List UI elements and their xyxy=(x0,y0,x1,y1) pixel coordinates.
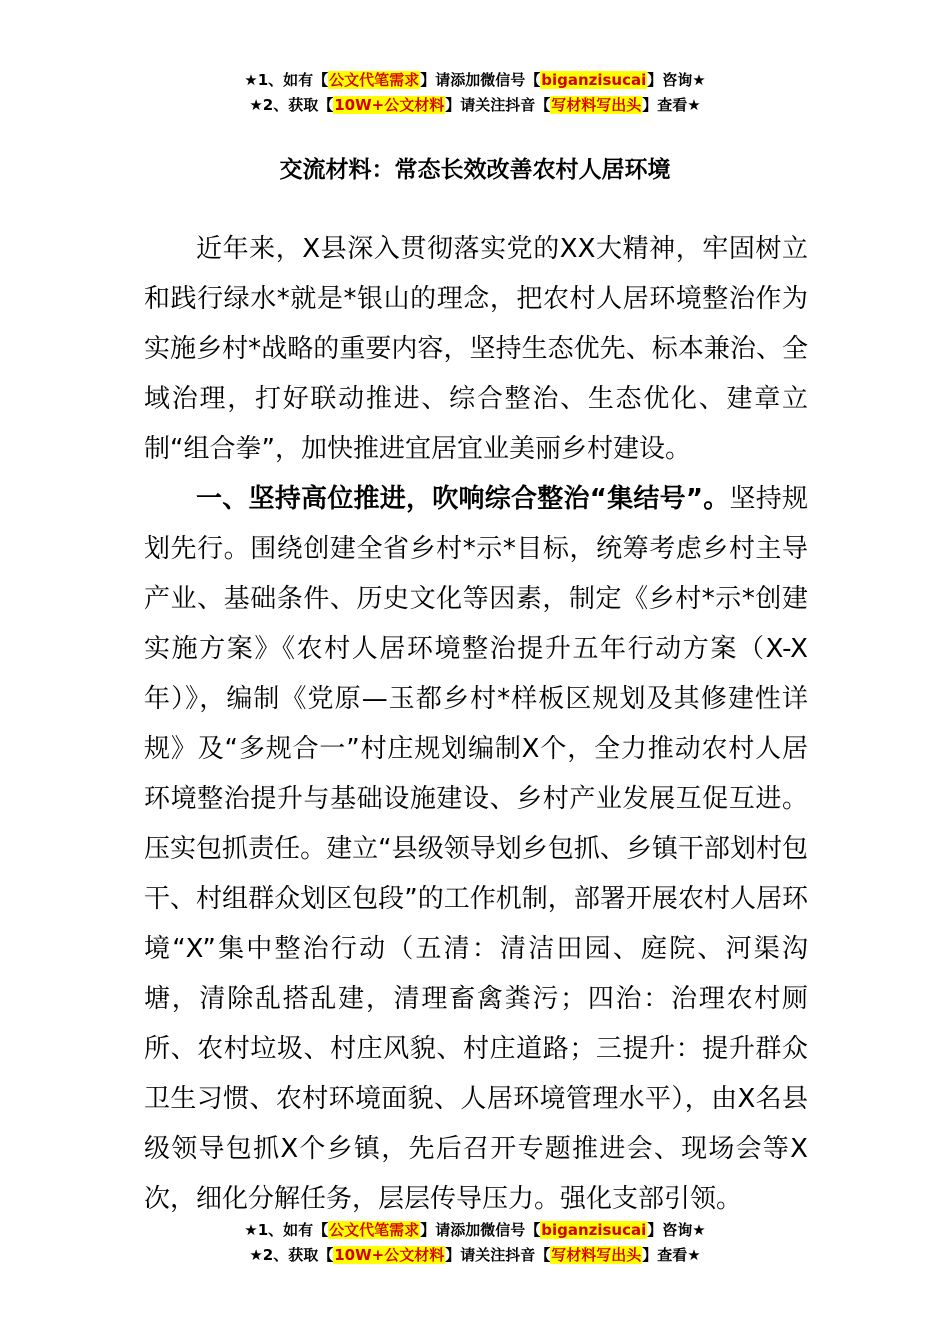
banner-text: 】请关注抖音【 xyxy=(445,1246,551,1264)
banner-line-1 xyxy=(0,1218,950,1243)
banner-text: 】请添加微信号【 xyxy=(420,1221,541,1239)
highlight-wechat-id: biganzisucai xyxy=(541,71,647,89)
banner-text: 】请关注抖音【 xyxy=(445,96,551,114)
banner-text: 】咨询★ xyxy=(647,1221,706,1239)
banner-text: 】查看★ xyxy=(642,96,701,114)
highlight-service: 公文代笔需求 xyxy=(329,71,420,89)
document-body xyxy=(144,224,808,1224)
highlight-douyin-account: 写材料写出头 xyxy=(551,96,642,114)
highlight-service: 公文代笔需求 xyxy=(329,1221,420,1239)
banner-text: 】咨询★ xyxy=(647,71,706,89)
banner-text: ★1、如有【 xyxy=(244,1221,329,1239)
banner-line-2 xyxy=(0,93,950,118)
banner-text: 】请添加微信号【 xyxy=(420,71,541,89)
highlight-wechat-id: biganzisucai xyxy=(541,1221,647,1239)
banner-text: 】查看★ xyxy=(642,1246,701,1264)
section-heading: 一、坚持高位推进，吹响综合整治“集结号”。 xyxy=(196,484,730,514)
paragraph-intro: 近年来，X县深入贯彻落实党的XX大精神，牢固树立和践行绿水*就是*银山的理念，把农村人居环境整治作为实施乡村*战略的重要内容，坚持生态优先、标本兼治、全域治理，打好联动推进、综合整治、生态优化、建章立制“组合拳”，加快推进宜居宜业美丽乡村建设。 xyxy=(144,234,808,464)
banner-text: ★2、获取【 xyxy=(249,96,334,114)
section-body: 坚持规划先行。围绕创建全省乡村*示*目标，统筹考虑乡村主导产业、基础条件、历史文化等因素，制定《乡村*示*创建实施方案》《农村人居环境整治提升五年行动方案（X-X年）》，编制《党原—玉都乡村*样板区规划及其修建性详规》及“多规合一”村庄规划编制X个，全力推动农村人居环境整治提升与基础设施建设、乡村产业发展互促互进。压实包抓责任。建立“县级领导划乡包抓、乡镇干部划村包干、村组群众划区包段”的工作机制，部署开展农村人居环境“X”集中整治行动（五清：清洁田园、庭院、河渠沟塘，清除乱搭乱建，清理畜禽粪污；四治：治理农村厕所、农村垃圾、村庄风貌、村庄道路；三提升：提升群众卫生习惯、农村环境面貌、人居环境管理水平），由X名县级领导包抓X个乡镇，先后召开专题推进会、现场会等X次，细化分解任务，层层传导压力。强化支部引领。 xyxy=(144,484,808,1214)
header-banner xyxy=(0,68,950,118)
paragraph-section-1 xyxy=(144,474,808,1224)
banner-line-1 xyxy=(0,68,950,93)
highlight-materials: 10W+公文材料 xyxy=(334,1246,445,1264)
highlight-douyin-account: 写材料写出头 xyxy=(551,1246,642,1264)
footer-banner xyxy=(0,1218,950,1268)
banner-line-2 xyxy=(0,1243,950,1268)
banner-text: ★2、获取【 xyxy=(249,1246,334,1264)
banner-text: ★1、如有【 xyxy=(244,71,329,89)
highlight-materials: 10W+公文材料 xyxy=(334,96,445,114)
document-title: 交流材料：常态长效改善农村人居环境 xyxy=(279,157,671,183)
